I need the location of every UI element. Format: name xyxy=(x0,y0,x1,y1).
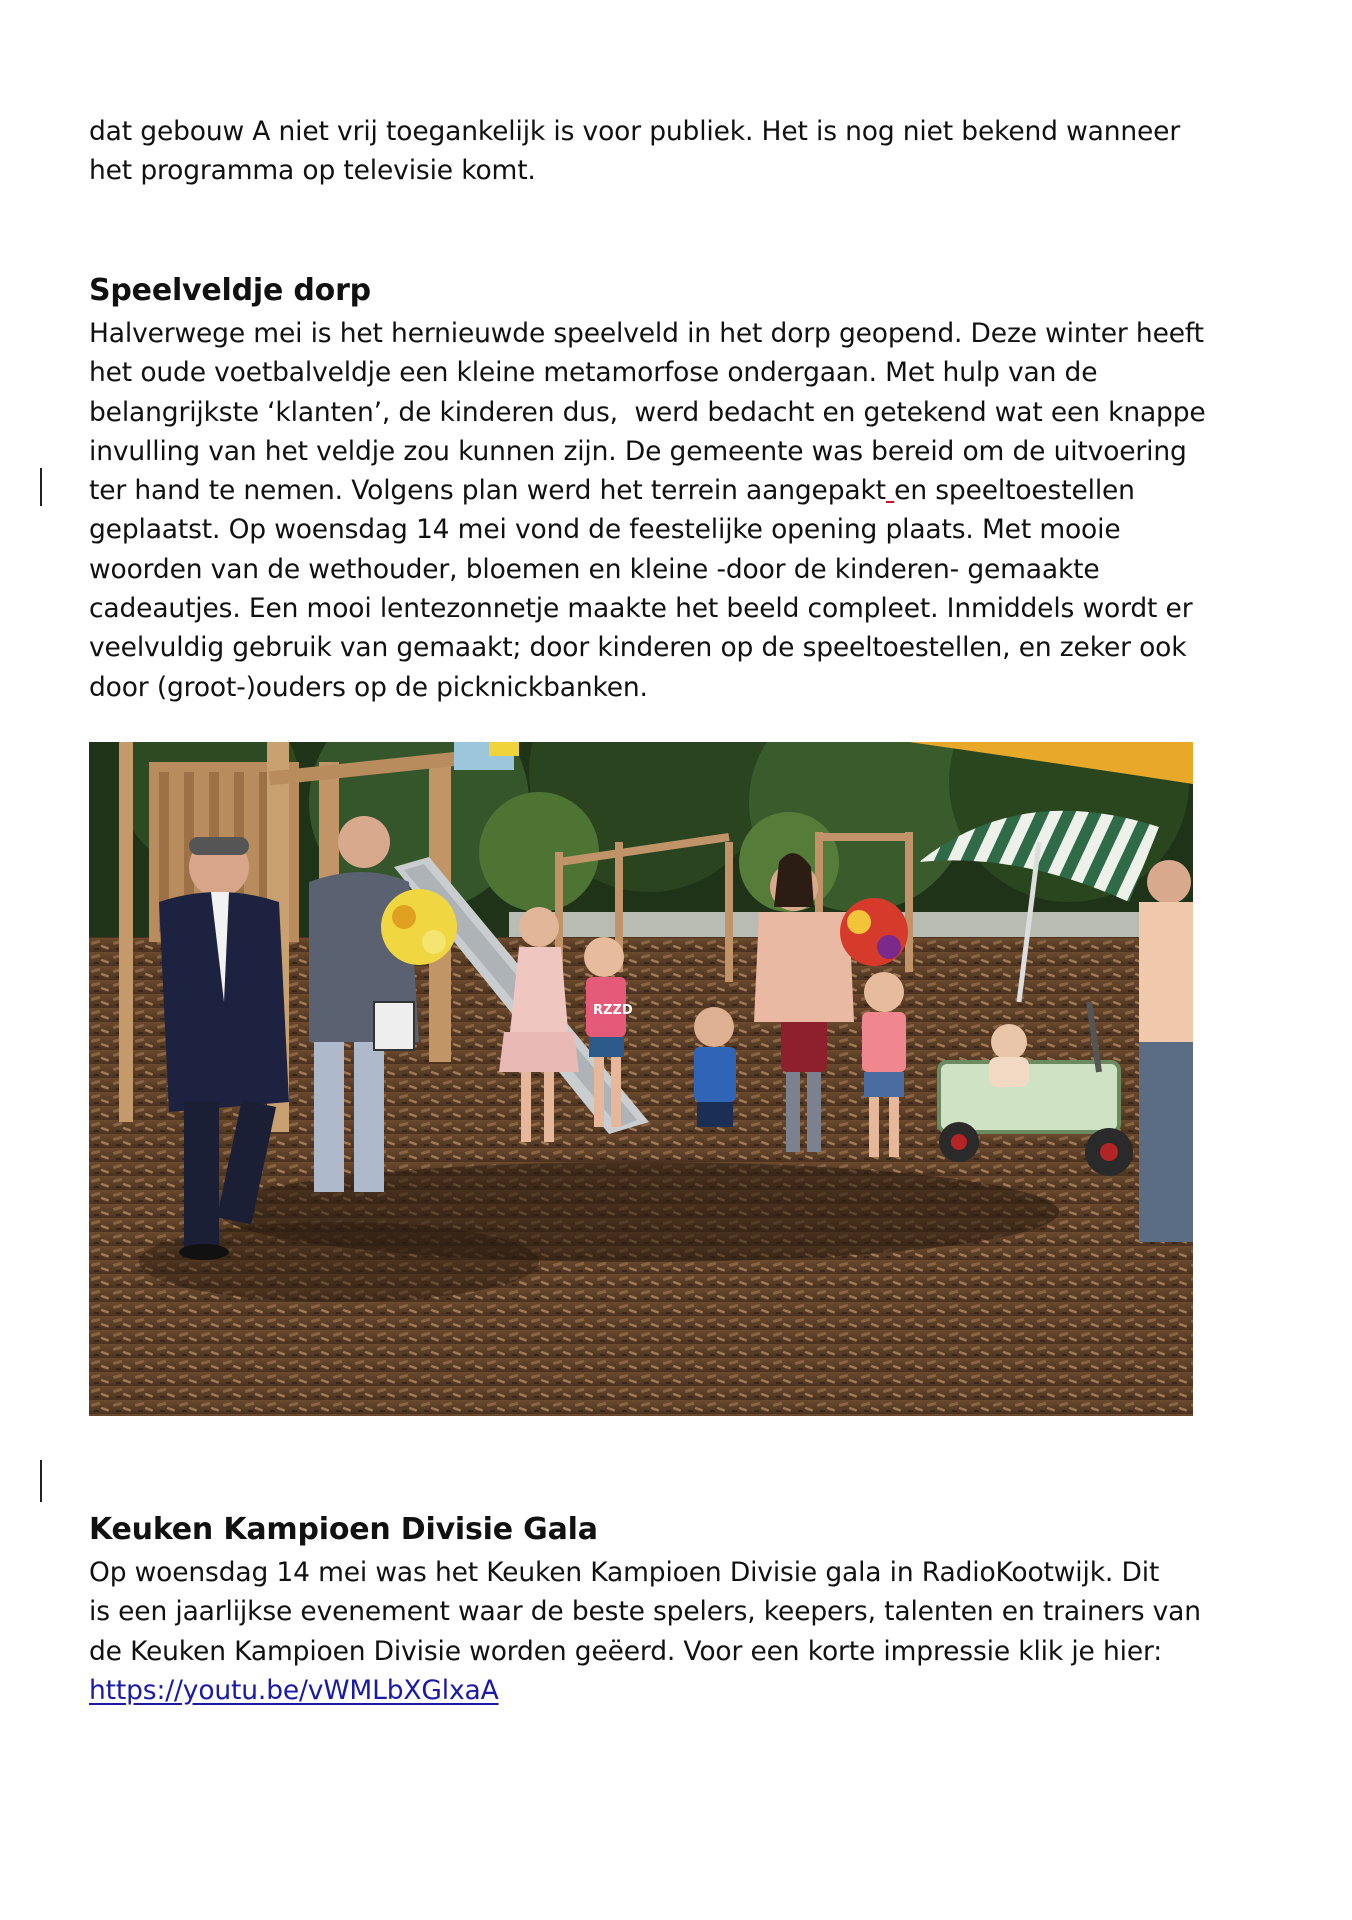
text-line: dat gebouw A niet vrij toegankelijk is voor publiek. Het is nog niet bekend wanneer xyxy=(89,116,1181,147)
section-heading-speelveldje: Speelveldje dorp xyxy=(89,273,371,308)
text-line: cadeautjes. Een mooi lentezonnetje maakte het beeld compleet. Inmiddels wordt er xyxy=(89,593,1193,625)
keuken-kampioen-paragraph xyxy=(89,1553,1229,1710)
revision-change-bar xyxy=(40,468,42,506)
text-line: het oude voetbalveldje een kleine metamorfose ondergaan. Met hulp van de xyxy=(89,357,1098,389)
speelveldje-paragraph xyxy=(89,314,1229,707)
text-line: is een jaarlijkse evenement waar de beste spelers, keepers, talenten en trainers van xyxy=(89,1596,1201,1628)
section-heading-keuken-kampioen: Keuken Kampioen Divisie Gala xyxy=(89,1512,598,1547)
text-line: belangrijkste ‘klanten’, de kinderen dus, werd bedacht en getekend wat een knappe xyxy=(89,396,1206,428)
text-line: invulling van het veldje zou kunnen zijn. De gemeente was bereid om de uitvoering xyxy=(89,435,1187,467)
text-line: door (groot-)ouders op de picknickbanken. xyxy=(89,671,648,703)
playground-photo xyxy=(89,742,1193,1416)
text-line: Op woensdag 14 mei was het Keuken Kampioen Divisie gala in RadioKootwijk. Dit xyxy=(89,1557,1160,1588)
text-line: geplaatst. Op woensdag 14 mei vond de feestelijke opening plaats. Met mooie xyxy=(89,514,1121,546)
intro-paragraph xyxy=(89,112,1229,191)
text-segment: ter hand te nemen. Volgens plan werd het terrein aangepakt xyxy=(89,475,886,507)
text-line: de Keuken Kampioen Divisie worden geëerd. Voor een korte impressie klik je hier: xyxy=(89,1635,1163,1667)
tracked-insertion xyxy=(886,475,894,506)
shirt-print-text: RZZD xyxy=(593,1003,633,1018)
link-line xyxy=(89,1671,1229,1710)
text-line: Halverwege mei is het hernieuwde speelveld in het dorp geopend. Deze winter heeft xyxy=(89,318,1204,349)
text-segment: en speeltoestellen xyxy=(894,475,1135,507)
text-line: veelvuldig gebruik van gemaakt; door kinderen op de speeltoestellen, en zeker ook xyxy=(89,632,1187,664)
text-line: het programma op televisie komt. xyxy=(89,155,536,187)
revision-change-bar xyxy=(40,1460,42,1502)
text-line-tracked xyxy=(89,471,1229,510)
text-line: woorden van de wethouder, bloemen en kleine -door de kinderen- gemaakte xyxy=(89,553,1100,585)
youtube-link[interactable]: https://youtu.be/vWMLbXGlxaA xyxy=(89,1674,499,1706)
